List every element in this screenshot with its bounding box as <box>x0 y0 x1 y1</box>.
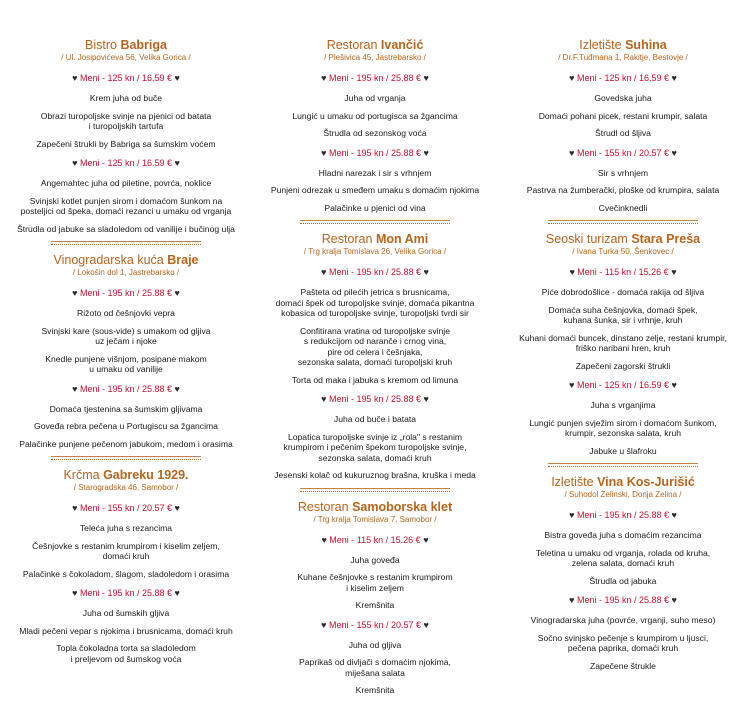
restaurant-type: Izletište <box>579 38 622 52</box>
restaurant-type: Restoran <box>321 232 373 246</box>
dish-item: Paprikaš od divljači s domaćim njokima, miješana salata <box>299 657 451 678</box>
heart-icon: ♥ <box>172 588 180 598</box>
menu-price-text: Meni - 195 kn / 25.88 € <box>576 595 670 605</box>
restaurant-name <box>505 475 741 490</box>
menu-price-text: Meni - 155 kn / 20.57 € <box>328 619 422 630</box>
dish-item: Angemahtec juha od piletine, povrća, noklice <box>40 178 212 188</box>
restaurant-address: / Trg kralja Tomislava 26, Velika Gorica / <box>303 247 447 256</box>
dish-item: Hladni narezak i sir s vrhnjem <box>318 167 432 178</box>
restaurant-type: Bistro <box>85 38 117 52</box>
restaurant-block <box>257 220 493 481</box>
separator-dots <box>300 223 450 224</box>
menu-price <box>505 148 741 159</box>
menu-price <box>257 73 493 84</box>
dish-item: Jabuke u šlafroku <box>589 445 657 456</box>
heart-icon: ♥ <box>72 158 80 168</box>
restaurant-title: Vina Kos-Jurišić <box>597 475 695 489</box>
restaurant-name <box>8 253 244 268</box>
dish-item: Kremšnita <box>355 600 395 610</box>
dish-item: Krem juha od buče <box>89 93 163 103</box>
dish-item: Štrudla od sezonskog voća <box>323 128 427 138</box>
dish-item: Sir s vrhnjem <box>597 167 649 178</box>
separator-line <box>548 463 698 464</box>
menu-price-text: Meni - 115 kn / 15.26 € <box>577 267 669 277</box>
dish-item: Domaći pohani picek, restani krumpir, salata <box>538 110 708 121</box>
heart-icon: ♥ <box>172 158 180 168</box>
restaurant-name <box>8 38 244 53</box>
dish-item: Zapečeni zagorski štrukli <box>575 360 671 371</box>
menu-price-text: Meni - 125 kn / 16.59 € <box>576 73 670 83</box>
restaurant-type: Krčma <box>63 468 100 482</box>
heart-icon: ♥ <box>669 147 677 158</box>
menu-price <box>8 158 244 169</box>
menu-column-3 <box>505 30 741 678</box>
restaurant-name <box>505 38 741 53</box>
separator-line <box>51 241 201 242</box>
restaurant-type: Restoran <box>326 38 378 52</box>
restaurant-type: Vinogradarska kuća <box>53 253 164 267</box>
dish-item: Kuhane češnjovke s restanim krumpirom i kiselim zeljem <box>297 572 453 593</box>
menu-price <box>257 148 493 159</box>
heart-icon: ♥ <box>421 147 429 158</box>
heart-icon: ♥ <box>669 380 677 390</box>
separator-dots <box>548 466 698 467</box>
menu-price <box>505 73 741 84</box>
dish-item: Domaća tjestenina sa šumskim gljivama <box>49 403 203 414</box>
dish-item: Lungić u umaku od portugisca sa žgancima <box>292 110 458 121</box>
heart-icon: ♥ <box>421 619 429 630</box>
dish-item: Juha od gljiva <box>348 639 402 650</box>
menu-price <box>8 503 244 514</box>
menu-price-text: Meni - 195 kn / 25.88 € <box>79 588 173 598</box>
heart-icon: ♥ <box>72 383 80 394</box>
restaurant-title: Babriga <box>120 38 167 52</box>
restaurant-title: Mon Ami <box>375 232 429 246</box>
restaurant-address: / Starogradska 46, Samobor / <box>73 483 179 492</box>
dish-item: Confitirana vratina od turopoljske svinje s redukcijom od naranče i crnog vina, pire od celera i češnjaka, sezonska salata, domaći turopoljski kruh <box>297 325 453 367</box>
dish-item: Piće dobrodošlice - domaća rakija od šljiva <box>541 287 705 297</box>
menu-price <box>505 267 741 278</box>
restaurant-block <box>257 38 493 213</box>
dish-item: Punjeni odrezak u smeđem umaku s domaćim njokima <box>270 185 480 195</box>
heart-icon: ♥ <box>669 73 677 83</box>
separator-dots <box>548 223 698 224</box>
dish-item: Lopatica turopoljske svinje iz „rola" s restanim krumpirom i pečenim špekom turopoljske svinje, sezonska salata, domaći kruh <box>283 431 467 463</box>
menu-price <box>257 394 493 405</box>
restaurant-type: Restoran <box>297 499 349 514</box>
dish-item: Torta od maka i jabuka s kremom od limuna <box>291 374 459 385</box>
heart-icon: ♥ <box>172 503 180 513</box>
heart-icon: ♥ <box>421 73 429 83</box>
dish-item: Štrudla od jabuke sa sladoledom od vanilije i bučinog ulja <box>17 223 235 234</box>
heart-icon: ♥ <box>668 267 677 277</box>
dish-item: Pašteta od pilećih jetrica s brusnicama, domaći špek od turopoljske svinje, domaća pikantna kobasica od turopoljske svinje, turopoljski tvrdi sir <box>275 287 475 318</box>
heart-icon: ♥ <box>321 534 330 545</box>
restaurant-name <box>8 468 244 483</box>
dish-item: Topla čokoladna torta sa sladoledom i preljevom od šumskog voća <box>56 643 196 664</box>
restaurant-type: Seoski turizam <box>545 232 628 246</box>
menu-price-text: Meni - 115 kn / 15.26 € <box>329 534 421 545</box>
dish-item: Juha s vrganjima <box>590 400 656 410</box>
dish-item: Domaća suha češnjovka, domaći špek, kuhana šunka, sir i vrhnje, kruh <box>548 304 698 325</box>
menu-price-text: Meni - 195 kn / 25.88 € <box>328 394 422 404</box>
dish-item: Jesenski kolač od kukuruznog brašna, kruška i meda <box>274 470 476 480</box>
heart-icon: ♥ <box>669 510 677 520</box>
restaurant-title: Samoborska klet <box>352 499 453 514</box>
menu-price-text: Meni - 125 kn / 16.59 € <box>79 73 173 83</box>
restaurant-block <box>8 38 244 234</box>
restaurant-address: / Ul. Josipovićeva 56, Velika Gorica / <box>61 53 191 62</box>
dish-item: Cvečinknedli <box>598 202 648 213</box>
restaurant-type: Izletište <box>551 475 594 489</box>
dish-item: Kuhani domaći buncek, dinstano zelje, restani krumpir, friško naribani hren, kruh <box>519 332 727 353</box>
dish-item: Svinjski kare (sous-vide) s umakom od gljiva uz ječam i njoke <box>41 325 211 346</box>
dish-item: Palačinke s čokoladom, šlagom, sladoledom i orasima <box>22 568 230 579</box>
restaurant-block <box>505 38 741 213</box>
menu-price-text: Meni - 195 kn / 25.88 € <box>328 147 422 158</box>
separator-dots <box>300 491 450 492</box>
menu-price <box>505 510 741 521</box>
dish-item: Štrudl od šljiva <box>595 128 651 138</box>
menu-price-text: Meni - 125 kn / 16.59 € <box>79 158 173 168</box>
dish-item: Palačinke u pjenici od vina <box>324 202 426 213</box>
menu-price <box>257 267 493 278</box>
heart-icon: ♥ <box>321 394 329 404</box>
menu-price <box>8 73 244 84</box>
heart-icon: ♥ <box>569 147 577 158</box>
restaurant-block <box>257 488 493 696</box>
heart-icon: ♥ <box>72 588 80 598</box>
dish-item: Palačinke punjene pečenom jabukom, medom i orasima <box>19 438 233 449</box>
menu-price <box>8 288 244 299</box>
restaurant-title: Stara Preša <box>631 232 701 246</box>
restaurant-address: / Ivana Turka 50, Šenkovec / <box>572 247 674 256</box>
menu-price-text: Meni - 195 kn / 25.88 € <box>79 288 173 298</box>
separator-dots <box>51 459 201 460</box>
dish-item: Zapečene štrukle <box>590 660 656 671</box>
menu-price-text: Meni - 195 kn / 25.88 € <box>576 510 670 520</box>
heart-icon: ♥ <box>72 288 80 298</box>
restaurant-block <box>8 456 244 664</box>
dish-item: Češnjovke s restanim krumpirom i kiselim zeljem, domaći kruh <box>32 540 220 561</box>
dish-item: Teleća juha s rezancima <box>79 523 173 533</box>
restaurant-title: Suhina <box>625 38 667 52</box>
dish-item: Knedle punjene višnjom, posipane makom u umaku od vanilije <box>45 353 207 374</box>
separator-line <box>300 488 450 489</box>
heart-icon: ♥ <box>172 288 180 298</box>
dish-item: Štrudla od jabuka <box>589 575 657 586</box>
menu-price <box>505 595 741 606</box>
menu-price-text: Meni - 195 kn / 25.88 € <box>328 267 422 277</box>
dish-item: Vinogradarska juha (povrće, vrganji, suho meso) <box>530 615 716 625</box>
restaurant-address: / Dr.F.Tuđmana 1, Rakitje, Bestovje / <box>558 53 688 62</box>
menu-price <box>257 620 493 631</box>
restaurant-block <box>505 463 741 671</box>
dish-item: Svinjski kotlet punjen sirom i domaćom šunkom na posteljici od špeka, domaći rezanci u umaku od vrganja <box>20 195 232 216</box>
restaurant-title: Braje <box>167 253 199 267</box>
restaurant-address: / Suhodol Zelinski, Donja Zelina / <box>564 490 682 499</box>
heart-icon: ♥ <box>421 394 429 404</box>
menu-column-2 <box>257 30 493 703</box>
restaurant-title: Gabreku 1929. <box>103 468 189 482</box>
menu-column-1 <box>8 30 244 671</box>
dish-item: Teletina u umaku od vrganja, rolada od kruha, zelena salata, domaći kruh <box>535 547 711 568</box>
menu-price-text: Meni - 195 kn / 25.88 € <box>79 383 173 394</box>
menu-price-text: Meni - 155 kn / 20.57 € <box>576 147 670 158</box>
dish-item: Pastrva na žumberački, ploške od krumpira, salata <box>526 185 720 195</box>
heart-icon: ♥ <box>72 503 80 513</box>
dish-item: Zapečeni štrukli by Babriga sa šumskim voćem <box>36 138 216 149</box>
menu-price <box>505 380 741 391</box>
restaurant-name <box>257 500 493 515</box>
restaurant-address: / Plešivica 45, Jastrebarsko / <box>324 53 426 62</box>
separator-dots <box>51 244 201 245</box>
heart-icon: ♥ <box>72 73 80 83</box>
heart-icon: ♥ <box>172 383 180 394</box>
restaurant-block <box>505 220 741 456</box>
dish-item: Juha od šumskih gljiva <box>82 608 170 618</box>
separator-line <box>548 220 698 221</box>
heart-icon: ♥ <box>569 510 577 520</box>
heart-icon: ♥ <box>569 380 577 390</box>
restaurant-block <box>8 241 244 449</box>
menu-price <box>8 384 244 395</box>
dish-item: Rižoto od češnjovki vepra <box>77 308 175 318</box>
separator-line <box>51 456 201 457</box>
heart-icon: ♥ <box>420 534 429 545</box>
dish-item: Sočno svinjsko pečenje s krumpirom u ljusci, pečena paprika, domaći kruh <box>537 632 709 653</box>
restaurant-name <box>257 232 493 247</box>
menu-price-text: Meni - 155 kn / 20.57 € <box>79 503 173 513</box>
dish-item: Juha od vrganja <box>344 93 406 103</box>
dish-item: Mladi pečeni vepar s njokima i brusnicama, domaći kruh <box>19 625 233 636</box>
restaurant-name <box>257 38 493 53</box>
restaurant-address: / Trg kralja Tomislava 7, Samobor / <box>313 514 437 524</box>
heart-icon: ♥ <box>321 73 329 83</box>
restaurant-name <box>505 232 741 247</box>
heart-icon: ♥ <box>321 267 329 277</box>
dish-item: Goveđa rebra pečena u Portugiscu sa žgancima <box>34 421 218 431</box>
heart-icon: ♥ <box>172 73 180 83</box>
dish-item: Juha od buče i batata <box>333 414 417 424</box>
heart-icon: ♥ <box>421 267 429 277</box>
menu-price-text: Meni - 195 kn / 25.88 € <box>328 73 422 83</box>
heart-icon: ♥ <box>321 619 329 630</box>
menu-price <box>8 588 244 599</box>
dish-item: Kremšnita <box>355 685 395 695</box>
heart-icon: ♥ <box>569 595 577 605</box>
heart-icon: ♥ <box>321 147 329 158</box>
heart-icon: ♥ <box>669 595 677 605</box>
dish-item: Obrazi turopoljske svinje na pjenici od batata i turopoljskih tartufa <box>40 110 212 131</box>
heart-icon: ♥ <box>569 267 578 277</box>
menu-price-text: Meni - 125 kn / 16.59 € <box>576 380 670 390</box>
restaurant-address: / Lokošin dol 1, Jastrebarsko / <box>72 268 180 277</box>
heart-icon: ♥ <box>569 73 577 83</box>
dish-item: Lungić punjen svježim sirom i domaćom šunkom, krumpir, sezonska salata, kruh <box>529 417 717 438</box>
dish-item: Bistra goveđa juha s domaćim rezancima <box>544 530 702 540</box>
dish-item: Juha goveđa <box>350 554 400 565</box>
separator-line <box>300 220 450 221</box>
dish-item: Govedska juha <box>594 93 652 103</box>
restaurant-title: Ivančić <box>380 38 424 52</box>
menu-price <box>257 535 493 546</box>
